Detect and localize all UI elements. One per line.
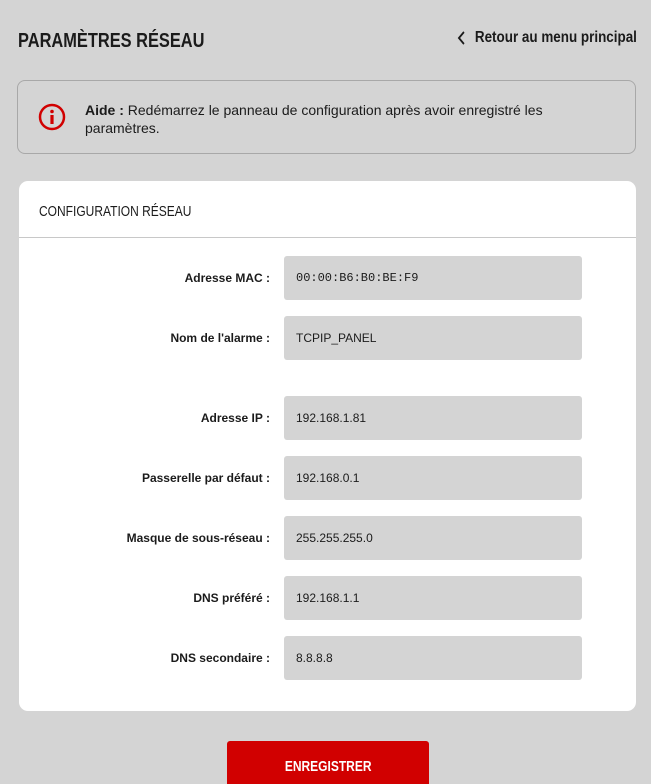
page-header [18,26,637,56]
help-alert-message: Redémarrez le panneau de configuration après avoir enregistré les paramètres. [85,102,543,136]
alarm-name-field[interactable] [284,316,582,360]
help-alert-title: Aide : [85,102,124,118]
subnet-mask-label: Masque de sous-réseau : [126,531,270,545]
network-config-card [19,181,636,711]
mac-address-field[interactable] [284,256,582,300]
field-row-secondary-dns [19,636,636,680]
mac-address-label: Adresse MAC : [184,271,270,285]
field-row-ip-address [19,396,636,440]
back-link-label: Retour au menu principal [474,29,637,46]
info-icon [38,103,66,131]
secondary-dns-label: DNS secondaire : [170,651,270,665]
field-row-subnet-mask [19,516,636,560]
alarm-name-label: Nom de l'alarme : [170,331,270,345]
preferred-dns-label: DNS préféré : [193,591,270,605]
help-alert-text [85,101,605,137]
back-to-main-menu-link[interactable] [455,26,637,50]
ip-address-field[interactable] [284,396,582,440]
default-gateway-label: Passerelle par défaut : [141,471,270,485]
card-title: CONFIGURATION RÉSEAU [39,203,192,220]
default-gateway-field[interactable] [284,456,582,500]
ip-address-label: Adresse IP : [200,411,270,425]
help-alert [17,80,636,154]
field-row-alarm-name [19,316,636,360]
field-row-mac-address [19,256,636,300]
field-row-default-gateway [19,456,636,500]
secondary-dns-field[interactable] [284,636,582,680]
page-title: PARAMÈTRES RÉSEAU [18,30,205,52]
field-row-preferred-dns [19,576,636,620]
save-button[interactable] [227,741,429,784]
subnet-mask-field[interactable] [284,516,582,560]
card-header [19,181,636,238]
preferred-dns-field[interactable] [284,576,582,620]
save-button-label: ENREGISTRER [284,757,372,775]
chevron-left-icon [455,30,468,46]
